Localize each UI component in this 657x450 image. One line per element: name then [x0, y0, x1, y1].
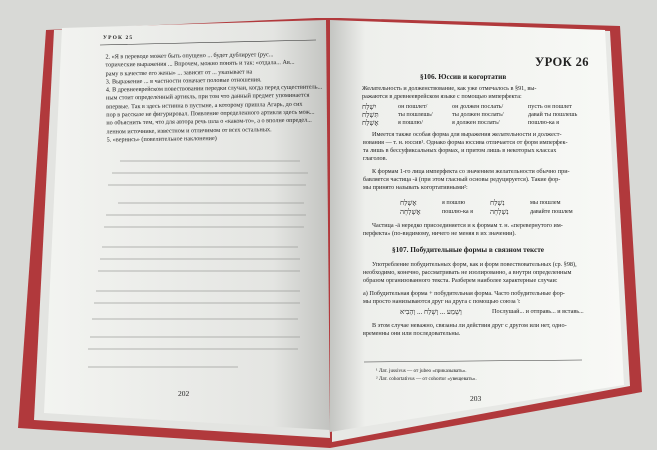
table-cell: давай ты пошлешь: [528, 111, 578, 118]
example-gloss: Послушай... и отправь... и вставь...: [492, 308, 584, 315]
note-line: торические выражения ... Впрочем, можно понять и так: «отдала... Ав...: [105, 59, 295, 69]
table-cell: давайте пошлем: [530, 208, 573, 215]
table-cell: пусть он пошлет: [528, 103, 572, 110]
paragraph-line: Употребление побудительных форм, как и форм повествовательных (ср. §98),: [372, 261, 577, 268]
table-cell: ты должен послать/: [452, 111, 504, 118]
table-cell: ты пошлешь/: [398, 111, 433, 118]
table-cell: пошлю-ка я: [528, 119, 559, 126]
paragraph-line: временны они или последовательны.: [363, 330, 461, 337]
note-line: 4. В древнееврейском повествовании передки случаи, когда перед существитель...: [105, 83, 323, 94]
paragraph-line: Желательность и долженствование, как уже отмечалось в §91, вы-: [362, 85, 537, 92]
table-cell: он должен послать/: [452, 103, 504, 110]
paragraph-line: вования — т. н. юссив¹. Однако форма юссива отличается от форм имперфек-: [363, 139, 568, 146]
paragraph-line: глаголов.: [363, 155, 388, 162]
paragraph-line: образом организованного текста. Разберем наиболее характерные случаи:: [363, 277, 558, 284]
table-cell: я пошлю/: [398, 119, 423, 126]
hebrew-word: יִשְׁלַח: [362, 103, 377, 111]
table-cell: я должен послать/: [452, 119, 500, 126]
hebrew-word: נִשְׁלְחָה: [490, 208, 509, 216]
note-line: но объяснить тем, что для автора речь шла о «каком-то», а о вполне определ...: [106, 117, 312, 127]
table-cell: мы пошлем: [530, 199, 561, 206]
hebrew-word: נִשְׁלַח: [490, 199, 505, 207]
hebrew-word: אֶשְׁלַח: [400, 199, 417, 207]
note-line: 3. Выражение ... в частности означает половые отношения.: [105, 76, 262, 86]
note-line: впервые. Так в здесь истинна в пустыне, а которому пришла Агарь, до сих: [106, 100, 303, 111]
paragraph-line: Частица -ā нередко присоединяется и к формам т. н. «перевернутого им-: [372, 222, 563, 229]
section-heading-107: §107. Побудительные формы в связном тексте: [392, 245, 545, 254]
note-line: 5. «вернись» (повелительное наклонение): [106, 134, 217, 144]
lesson-title: УРОК 26: [535, 55, 589, 69]
table-cell: я пошлю: [442, 199, 466, 206]
running-head: УРОК 25: [103, 35, 134, 41]
table-cell: он пошлет/: [398, 103, 428, 110]
table-cell: пошлю-ка я: [442, 208, 473, 215]
note-line: ленном источнике, известном и отличимом от всех остальных.: [106, 125, 272, 136]
footnote: ¹ Лат. jussivus — от jubeo «приказывать».: [376, 368, 467, 374]
paragraph-line: мы просто нанизываются друг на друга с помощью союза ו:: [363, 298, 521, 305]
paragraph-line: та лишь в бессуфиксальных формах, и притом лишь в некоторых классах: [363, 147, 557, 154]
hebrew-word: אֶשְׁלַח: [362, 119, 379, 127]
page-number-left: 202: [178, 389, 190, 398]
paragraph-line: К формам 1-го лица имперфекта со значением желательности обычно при-: [372, 168, 570, 175]
paragraph-line: ражаются в древнееврейском языке с помощью имперфекта:: [362, 93, 522, 100]
note-line: пор в рассказе не фигурировал. Появление определенного артикля здесь мож...: [106, 108, 315, 119]
note-line: ным стоит определенный артикль, при том что данный предмет упоминается: [105, 92, 310, 102]
paragraph-line: бавляется частица -ā (при этом гласный основы редуцируется). Такие фор-: [363, 176, 561, 183]
page-number-right: 203: [470, 394, 482, 403]
note-line: 2. «Я в переводе может быть опущено ... будет дублирует (рус...: [105, 51, 274, 61]
footnote: ² Лат. cohortativus — от cohortor «увещевать».: [376, 376, 477, 382]
hebrew-word: תִּשְׁלַח: [362, 111, 379, 119]
section-heading-106: §106. Юссив и когортатив: [420, 72, 507, 81]
paragraph-line: Имеется также особая форма для выражения желательности и должест-: [372, 131, 562, 138]
paragraph-line: необходимо, конечно, рассматривать не изолированно, а внутри определенным: [363, 269, 572, 276]
hebrew-example: וְשָׁמַע ... וְשָׁלַח ... וְהֵבִיא: [400, 308, 462, 316]
paragraph-line: перфекта» (по-видимому, ничего не меняя в их значении).: [363, 230, 516, 237]
hebrew-word: אֶשְׁלְחָה: [400, 208, 421, 216]
paragraph-line: мы принято называть когортативными²:: [363, 184, 468, 191]
note-line: раму в качестве его жены» ... зависят от ... указывает на: [105, 68, 253, 78]
paragraph-line: а) Побудительная форма + побудительная форма. Часто побудительные фор-: [363, 290, 565, 297]
paragraph-line: В этом случае неважно, связаны ли действия друг с другом или нет, одно-: [372, 322, 567, 329]
